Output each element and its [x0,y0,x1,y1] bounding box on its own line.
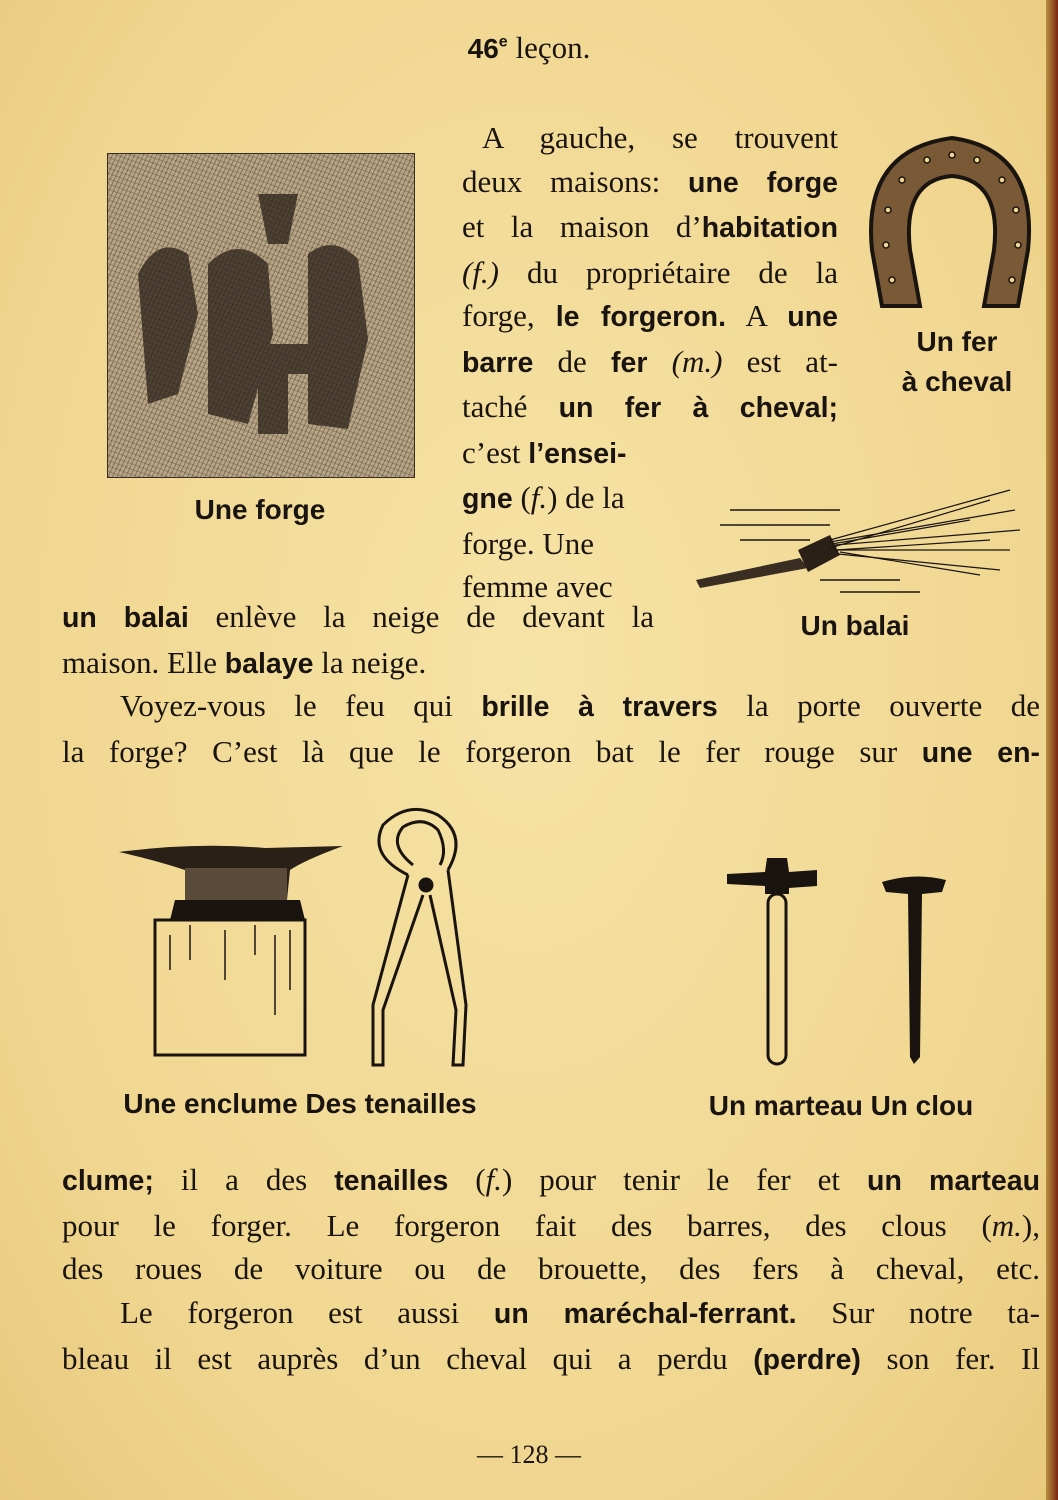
text-line: c’est l’ensei- [462,434,627,470]
lesson-word: leçon. [515,30,591,65]
text-line: un balai enlève la neige de devant la [62,599,654,634]
text-line: pour le forger. Le forgeron fait des barres, des clous (m.), [62,1207,1040,1243]
nail-illustration [880,872,950,1067]
lesson-number-suffix: e [498,33,508,51]
pincers-illustration [368,805,478,1075]
paragraph-1-full [62,595,654,686]
text-line: maison. Elle balaye la neige. [62,644,427,680]
page-edge [1046,0,1058,1500]
text-line: femme avec [462,569,613,604]
text-line: forge. Une [462,525,594,561]
text-line: A gauche, se trouvent [482,120,838,155]
text-line: gne (f.) de la [462,480,625,515]
forge-illustration [107,153,415,478]
caption-horseshoe-line2: à cheval [901,366,1013,397]
paragraph-2 [62,684,1040,775]
caption-broom: Un balai [800,610,910,641]
text-line: Voyez-vous le feu qui brille à travers la porte ouverte de [120,688,1040,723]
text-line: deux maisons: une forge [462,163,838,199]
text-line: clume; il a des tenailles (f.) pour tenir le fer et un marteau [62,1162,1040,1197]
paragraph-4 [62,1291,1040,1382]
text-line: (f.) du propriétaire de la [462,254,838,290]
paragraph-3 [62,1158,1040,1291]
text-line: des roues de voiture ou de brouette, des fers à cheval, etc. [62,1251,1040,1286]
caption-nail: Un clou [870,1090,974,1121]
text-line: Le forgeron est aussi un maréchal-ferrant. Sur notre ta- [120,1295,1040,1330]
caption-hammer-nail [686,1090,996,1122]
caption-anvil-pincers [100,1088,500,1120]
text-line: la forge? C’est là que le forgeron bat le fer rouge sur une en- [62,733,1040,769]
page-number: — 128 — [477,1440,581,1469]
hammer-illustration [725,852,825,1077]
text-line: barre de fer (m.) est at- [462,343,839,379]
caption-anvil: Une enclume [123,1088,298,1119]
text-line: et la maison d’habitation [462,209,838,244]
text-line: forge, le forgeron. A une [462,298,838,333]
anvil-illustration [115,840,350,1060]
lesson-title [0,30,1058,66]
horseshoe-illustration [862,130,1042,310]
paragraph-1-column [462,116,838,609]
caption-pincers: Des tenailles [305,1088,477,1119]
caption-hammer: Un marteau [708,1090,863,1121]
text-line: bleau il est auprès d’un cheval qui a perdu (perdre) son fer. Il [62,1340,1040,1376]
caption-horseshoe-line1: Un fer [916,326,998,357]
text-line: taché un fer à cheval; [462,389,838,424]
caption-horseshoe [862,322,1052,402]
lesson-number: 46 [467,33,499,64]
caption-forge: Une forge [194,494,326,525]
